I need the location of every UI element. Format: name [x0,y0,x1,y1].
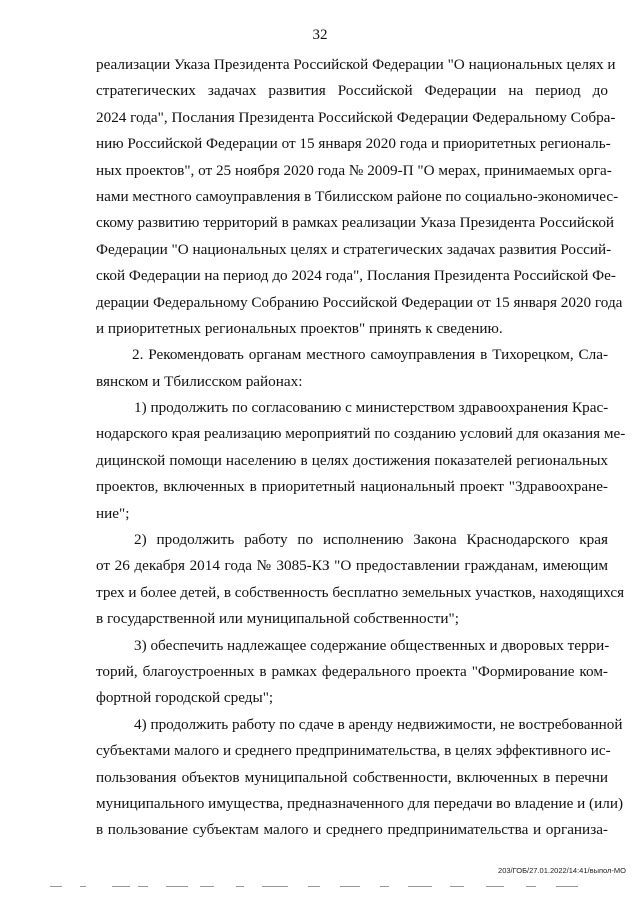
text-line: муниципального имущества, предназначенного для передачи во владение и (или) [96,794,623,812]
text-line: фортной городской среды"; [96,689,274,707]
text-line: и приоритетных региональных проектов" принять к сведению. [96,319,503,337]
text-line: торий, благоустроенных в рамках федерального проекта "Формирование ком- [96,662,608,680]
item-1-first-line: 1) продолжить по согласованию с министерством здравоохранения Крас- [134,399,609,417]
text-line: реализации Указа Президента Российской Федерации "О национальных целях и [96,56,616,73]
text-line: субъектами малого и среднего предпринимательства, в целях эффективного ис- [96,742,611,760]
text-line: проектов, включенных в приоритетный национальный проект "Здравоохране- [96,478,608,496]
text-line: нами местного самоуправления в Тбилисском районе по социально-экономичес- [96,187,619,205]
text-line: от 26 декабря 2014 года № 3085-КЗ "О предоставлении гражданам, имеющим [96,557,608,575]
text-line: нию Российской Федерации от 15 января 2020 года и приоритетных региональ- [96,135,611,153]
text-line: скому развитию территорий в рамках реализации Указа Президента Российской [96,214,615,232]
paragraph-2-first-line: 2. Рекомендовать органам местного самоуправления в Тихорецком, Сла- [132,346,608,364]
text-line: стратегических задачах развития Российской Федерации на период до [96,82,608,100]
item-3-first-line: 3) обеспечить надлежащее содержание общественных и дворовых терри- [134,636,610,654]
text-line: ской Федерации на период до 2024 года", Послания Президента Российской Фе- [96,267,616,285]
document-body [96,52,626,844]
text-line: пользования объектов муниципальной собственности, включенных в перечни [96,768,608,786]
text-line: ных проектов", от 25 ноября 2020 года № 2009-П "О мерах, принимаемых орга- [96,161,612,179]
page-number: 32 [312,27,328,43]
text-line: вянском и Тбилисском районах: [96,372,303,390]
scan-artifact-marks [40,884,600,890]
text-line: дерации Федеральному Собранию Российской Федерации от 15 января 2020 года [96,293,623,311]
item-2-first-line: 2) продолжить работу по исполнению Закона Краснодарского края [134,531,608,549]
text-line: нодарского края реализацию мероприятий по созданию условий для оказания ме- [96,425,626,443]
text-line: трех и более детей, в собственность бесплатно земельных участков, находящихся [96,583,625,601]
text-line: в государственной или муниципальной собственности"; [96,610,459,628]
text-line: ние"; [96,504,130,522]
document-registration-code: 203/ГОБ/27.01.2022/14:41/выпол-МО [498,866,626,875]
item-4-first-line: 4) продолжить работу по сдаче в аренду недвижимости, не востребованной [134,715,623,733]
text-line: в пользование субъектам малого и среднего предпринимательства и организа- [96,821,608,839]
text-line: дицинской помощи населению в целях достижения показателей региональных [96,451,608,469]
text-line: 2024 года", Послания Президента Российской Федерации Федеральному Собра- [96,108,616,126]
text-line: Федерации "О национальных целях и стратегических задачах развития Россий- [96,240,612,258]
